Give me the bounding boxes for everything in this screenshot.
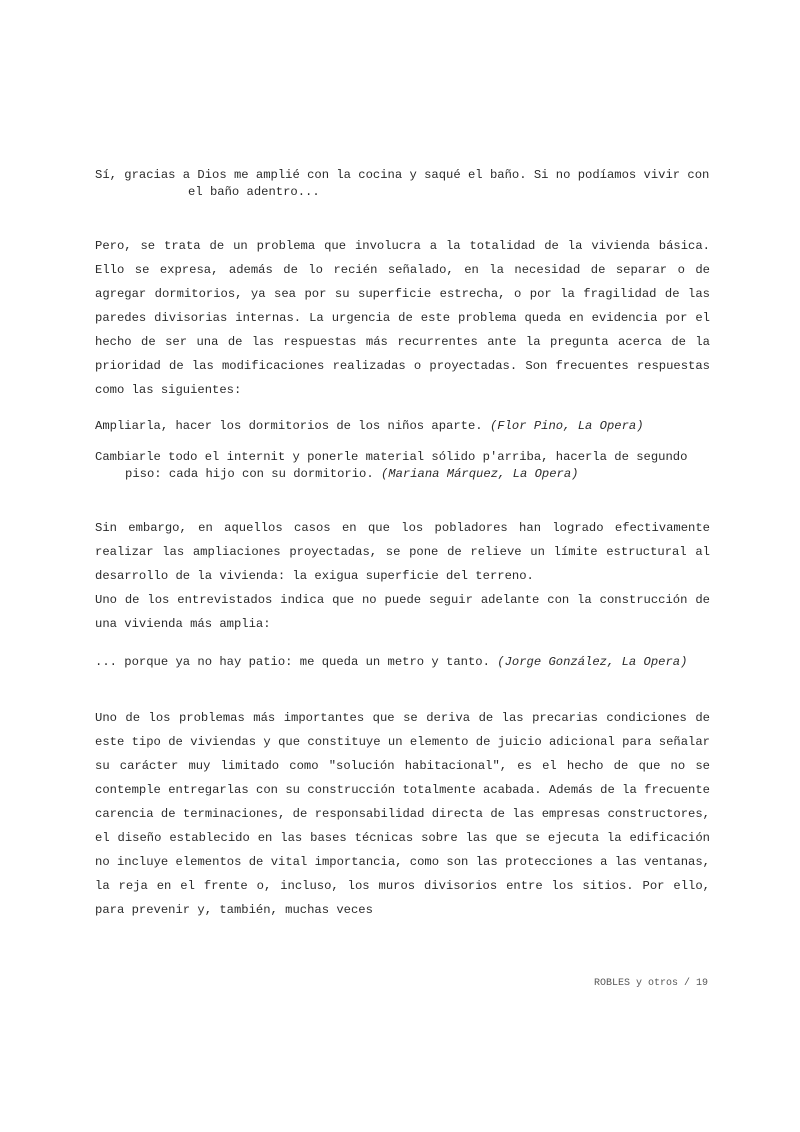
page-footer: ROBLES y otros / 19 xyxy=(593,978,708,989)
quote-2-text: Ampliarla, hacer los dormitorios de los niños aparte. xyxy=(95,419,490,433)
quote-2-source: (Flor Pino, La Opera) xyxy=(489,419,644,433)
paragraph-2 xyxy=(95,516,710,636)
quote-4 xyxy=(95,654,710,671)
paragraph-3-text: Uno de los problemas más importantes que se deriva de las precarias condiciones de este tipo de viviendas y que constituye un elemento de juicio adicional para señalar su carácter muy limitado como "solución habitacional", es el hecho de que no se contemple entregarlas con su construcción totalmente acabada. Además de la frecuente carencia de terminaciones, de responsabilidad directa de las empresas constructores, el diseño establecido en las bases técnicas sobre las que se ejecuta la edificación no incluye elementos de vital importancia, como son las protecciones a las ventanas, la reja en el frente o, incluso, los muros divisorios entre los sitios. Por ello, para prevenir y, también, muchas veces xyxy=(95,711,710,917)
quote-1-text: Sí, gracias a Dios me amplié con la cocina y saqué el baño. Si no podíamos vivir con el baño adentro... xyxy=(95,168,710,199)
quote-3-line xyxy=(95,449,710,483)
quote-4-source: (Jorge González, La Opera) xyxy=(497,655,688,669)
quote-4-text: ... porque ya no hay patio: me queda un metro y tanto. xyxy=(95,655,498,669)
paragraph-2-line-a: Sin embargo, en aquellos casos en que los pobladores han logrado efectivamente realizar las ampliaciones proyectadas, se pone de relieve un límite estructural al desarrollo de la vivienda: la exigua superficie del terreno. xyxy=(95,521,710,583)
quote-1 xyxy=(95,167,710,201)
quote-2 xyxy=(95,418,710,435)
quote-3-source: (Mariana Márquez, La Opera) xyxy=(380,467,579,481)
paragraph-2-line-b: Uno de los entrevistados indica que no puede seguir adelante con la construcción de una vivienda más amplia: xyxy=(95,593,710,631)
quote-3 xyxy=(95,449,710,483)
quote-4-line xyxy=(95,654,710,671)
paragraph-3 xyxy=(95,706,710,922)
quote-3-text: Cambiarle todo el internit y ponerle material sólido p'arriba, hacerla de segundo piso: cada hijo con su dormitorio. xyxy=(95,450,688,481)
paragraph-1 xyxy=(95,234,710,402)
quote-2-line xyxy=(95,418,710,435)
paragraph-1-text: Pero, se trata de un problema que involucra a la totalidad de la vivienda básica. Ello se expresa, además de lo recién señalado, en la necesidad de separar o de agregar dormitorios, ya sea por su superficie estrecha, o por la fragilidad de las paredes divisorias internas. La urgencia de este problema queda en evidencia por el hecho de ser una de las respuestas más recurrentes ante la pregunta acerca de la prioridad de las modificaciones realizadas o proyectadas. Son frecuentes respuestas como las siguientes: xyxy=(95,239,710,397)
